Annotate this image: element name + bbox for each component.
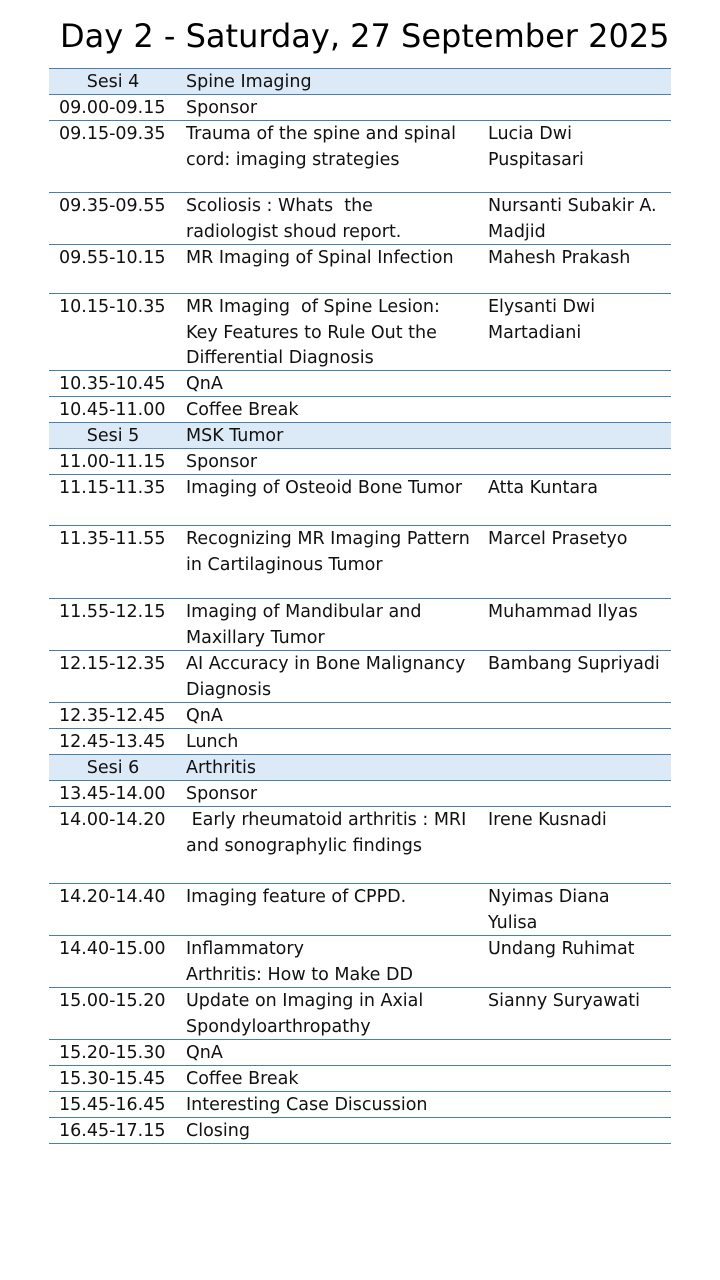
schedule-row (49, 95, 671, 121)
time-slot: 12.45-13.45 (59, 732, 166, 752)
speaker-cell (488, 193, 670, 245)
topic-cell (186, 884, 486, 911)
session-header-row (49, 755, 671, 781)
time-slot: 11.00-11.15 (59, 452, 166, 472)
speaker-cell (488, 121, 670, 173)
topic-cell (186, 294, 486, 372)
time-slot: 11.15-11.35 (59, 478, 166, 498)
speaker-name-line: Sianny Suryawati (488, 991, 641, 1011)
speaker-name-line: Undang Ruhimat (488, 939, 635, 959)
topic-line: AI Accuracy in Bone Malignancy (186, 654, 466, 674)
topic-line: cord: imaging strategies (186, 149, 400, 170)
time-slot: 16.45-17.15 (59, 1121, 166, 1141)
session-header-row (49, 69, 671, 95)
time-slot: 11.35-11.55 (59, 529, 166, 549)
session-title (186, 755, 486, 782)
topic-line: Sponsor (186, 98, 258, 118)
topic-line: Trauma of the spine and spinal (186, 124, 456, 144)
schedule-row (49, 1040, 671, 1066)
schedule-row (49, 121, 671, 193)
speaker-name-line: Madjid (488, 221, 546, 242)
schedule-row (49, 884, 671, 936)
schedule-row (49, 703, 671, 729)
topic-line: Arthritis: How to Make DD (186, 964, 413, 985)
schedule-row (49, 371, 671, 397)
topic-cell (186, 371, 486, 398)
speaker-name-line: Lucia Dwi (488, 124, 572, 144)
time-slot: 09.00-09.15 (59, 98, 166, 118)
schedule-row (49, 781, 671, 807)
schedule-row (49, 651, 671, 703)
schedule-row (49, 1118, 671, 1144)
topic-line: Interesting Case Discussion (186, 1095, 428, 1115)
speaker-name-line: Nyimas Diana (488, 887, 610, 907)
topic-line: Update on Imaging in Axial (186, 991, 424, 1011)
topic-line: Arthritis (186, 758, 257, 778)
speaker-name-line: Puspitasari (488, 149, 584, 170)
topic-line: Key Features to Rule Out the (186, 322, 437, 343)
topic-line: Early rheumatoid arthritis : MRI (186, 810, 467, 830)
schedule-row (49, 1066, 671, 1092)
topic-line: QnA (186, 374, 223, 394)
speaker-cell (488, 599, 670, 626)
topic-line: Maxillary Tumor (186, 627, 325, 648)
schedule-row (49, 475, 671, 526)
topic-cell (186, 245, 486, 272)
time-slot: 12.15-12.35 (59, 654, 166, 674)
speaker-name-line: Bambang Supriyadi (488, 654, 660, 674)
schedule-row (49, 988, 671, 1040)
topic-line: radiologist shoud report. (186, 221, 402, 242)
topic-cell (186, 1092, 486, 1119)
time-slot: 14.40-15.00 (59, 939, 166, 959)
speaker-cell (488, 371, 670, 372)
topic-cell (186, 1040, 486, 1067)
speaker-cell (488, 1118, 670, 1119)
speaker-cell (488, 703, 670, 704)
schedule-row (49, 599, 671, 651)
topic-cell (186, 703, 486, 730)
speaker-cell (488, 807, 670, 834)
speaker-name-line: Elysanti Dwi (488, 297, 596, 317)
topic-cell (186, 121, 486, 173)
schedule-row (49, 936, 671, 988)
topic-cell (186, 651, 486, 703)
topic-line: Recognizing MR Imaging Pattern (186, 529, 470, 549)
session-label: Sesi 4 (86, 72, 140, 92)
topic-line: Spine Imaging (186, 72, 312, 92)
topic-line: Scoliosis : Whats the (186, 196, 373, 216)
speaker-name-line: Irene Kusnadi (488, 810, 607, 830)
topic-line: MR Imaging of Spine Lesion: (186, 297, 440, 317)
topic-cell (186, 599, 486, 651)
speaker-name-line: Martadiani (488, 322, 582, 343)
speaker-cell (488, 729, 670, 730)
topic-cell (186, 1066, 486, 1093)
speaker-cell (488, 423, 670, 424)
topic-line: Inflammatory (186, 939, 304, 959)
topic-cell (186, 193, 486, 245)
topic-line: Imaging feature of CPPD. (186, 887, 407, 907)
speaker-cell (488, 1066, 670, 1067)
speaker-name-line: Marcel Prasetyo (488, 529, 628, 549)
speaker-name-line: Muhammad Ilyas (488, 602, 638, 622)
time-slot: 11.55-12.15 (59, 602, 166, 622)
topic-cell (186, 449, 486, 476)
topic-cell (186, 988, 486, 1040)
time-slot: 10.45-11.00 (59, 400, 166, 420)
speaker-cell (488, 781, 670, 782)
session-title (186, 423, 486, 450)
topic-line: Spondyloarthropathy (186, 1016, 371, 1037)
page-title: Day 2 - Saturday, 27 September 2025 (60, 17, 670, 55)
speaker-cell (488, 294, 670, 346)
speaker-cell (488, 526, 670, 553)
schedule-row (49, 397, 671, 423)
session-title (186, 69, 486, 96)
topic-cell (186, 95, 486, 122)
speaker-cell (488, 1092, 670, 1093)
time-slot: 15.30-15.45 (59, 1069, 166, 1089)
time-slot: 15.45-16.45 (59, 1095, 166, 1115)
topic-cell (186, 729, 486, 756)
speaker-name-line: Atta Kuntara (488, 478, 598, 498)
session-header-row (49, 423, 671, 449)
schedule-table (49, 68, 671, 1144)
speaker-cell (488, 988, 670, 1015)
time-slot: 10.15-10.35 (59, 297, 166, 317)
topic-cell (186, 807, 486, 859)
speaker-cell (488, 69, 670, 70)
speaker-cell (488, 397, 670, 398)
topic-line: Diagnosis (186, 679, 272, 700)
topic-line: Coffee Break (186, 400, 299, 420)
topic-line: Sponsor (186, 784, 258, 804)
topic-cell (186, 475, 486, 502)
topic-cell (186, 526, 486, 578)
topic-line: QnA (186, 706, 223, 726)
topic-line: MR Imaging of Spinal Infection (186, 248, 454, 268)
speaker-cell (488, 95, 670, 96)
topic-line: QnA (186, 1043, 223, 1063)
speaker-cell (488, 1040, 670, 1041)
topic-line: Closing (186, 1121, 250, 1141)
speaker-cell (488, 475, 670, 502)
speaker-name-line: Nursanti Subakir A. (488, 196, 657, 216)
topic-line: Imaging of Osteoid Bone Tumor (186, 478, 463, 498)
topic-cell (186, 397, 486, 424)
topic-line: Lunch (186, 732, 239, 752)
topic-cell (186, 1118, 486, 1145)
schedule-row (49, 729, 671, 755)
topic-cell (186, 936, 486, 988)
speaker-cell (488, 245, 670, 272)
topic-line: Imaging of Mandibular and (186, 602, 422, 622)
topic-line: in Cartilaginous Tumor (186, 554, 383, 575)
time-slot: 13.45-14.00 (59, 784, 166, 804)
speaker-cell (488, 449, 670, 450)
schedule-row (49, 294, 671, 371)
schedule-row (49, 449, 671, 475)
topic-line: Coffee Break (186, 1069, 299, 1089)
time-slot: 15.00-15.20 (59, 991, 166, 1011)
time-slot: 09.15-09.35 (59, 124, 166, 144)
topic-line: and sonographylic findings (186, 835, 423, 856)
schedule-row (49, 1092, 671, 1118)
speaker-cell (488, 884, 670, 936)
time-slot: 09.35-09.55 (59, 196, 166, 216)
schedule-row (49, 245, 671, 294)
time-slot: 09.55-10.15 (59, 248, 166, 268)
session-label: Sesi 5 (86, 426, 140, 446)
time-slot: 14.20-14.40 (59, 887, 166, 907)
speaker-cell (488, 936, 670, 963)
time-slot: 15.20-15.30 (59, 1043, 166, 1063)
session-label: Sesi 6 (86, 758, 140, 778)
schedule-row (49, 526, 671, 599)
time-slot: 14.00-14.20 (59, 810, 166, 830)
topic-line: MSK Tumor (186, 426, 284, 446)
schedule-row (49, 193, 671, 245)
speaker-cell (488, 755, 670, 756)
schedule-row (49, 807, 671, 884)
time-slot: 12.35-12.45 (59, 706, 166, 726)
speaker-cell (488, 651, 670, 678)
speaker-name-line: Yulisa (488, 912, 538, 933)
topic-cell (186, 781, 486, 808)
topic-line: Differential Diagnosis (186, 348, 374, 368)
speaker-name-line: Mahesh Prakash (488, 248, 631, 268)
topic-line: Sponsor (186, 452, 258, 472)
time-slot: 10.35-10.45 (59, 374, 166, 394)
